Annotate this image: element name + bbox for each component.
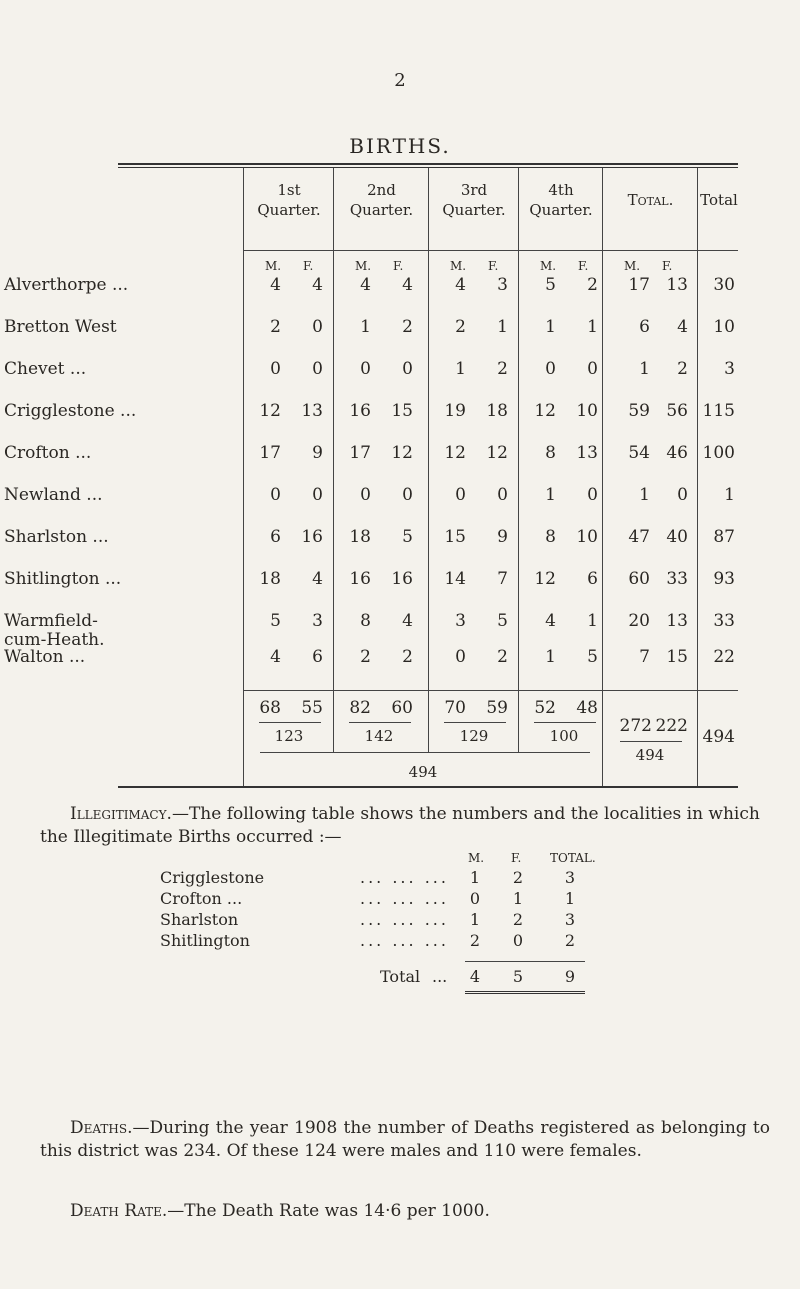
ill-female: 0: [512, 931, 524, 950]
leader-dots: ... ... ...: [360, 910, 449, 929]
col-divider: [602, 168, 603, 786]
total-all: 1: [724, 485, 735, 505]
death-rate-text: —The Death Rate was 14·6 per 1000.: [167, 1201, 490, 1221]
deaths-paragraph: [40, 1117, 770, 1163]
total-male: 60: [628, 569, 650, 589]
totals-rule: [243, 690, 738, 691]
total-female: 40: [666, 527, 688, 547]
illegitimacy-heading: Illegitimacy.: [70, 804, 172, 824]
female-count: 13: [301, 401, 323, 421]
locality-name-2: cum-Heath.: [4, 630, 105, 650]
header-total-mf: Total.: [627, 191, 674, 209]
male-count: 15: [444, 527, 466, 547]
death-rate-paragraph: [70, 1200, 770, 1223]
total-male: 1: [639, 359, 650, 379]
col-header-f: F.: [511, 851, 522, 865]
illegitimacy-intro: —The following table shows the numbers and the localities in which the Illegitimate Births occurred :—: [40, 804, 760, 847]
female-count: 4: [312, 569, 323, 589]
quarter-total-female: 48: [576, 698, 598, 718]
total-female: 33: [666, 569, 688, 589]
total-all: 10: [713, 317, 735, 337]
leader-dots: ...: [432, 967, 448, 986]
total-all: 33: [713, 611, 735, 631]
male-count: 1: [360, 317, 371, 337]
male-count: 2: [455, 317, 466, 337]
table-bottom-rule: [118, 786, 738, 788]
total-male: 17: [628, 275, 650, 295]
female-count: 2: [402, 647, 413, 667]
quarter-total-male: 70: [444, 698, 466, 718]
brace-line: [534, 718, 596, 723]
male-count: 8: [545, 527, 556, 547]
locality-name: Walton ...: [4, 647, 86, 667]
total-all: 100: [702, 443, 735, 463]
mf-label: M.: [624, 259, 641, 273]
female-count: 4: [312, 275, 323, 295]
brace-line: [260, 748, 590, 753]
female-count: 1: [587, 317, 598, 337]
col-header-total: TOTAL.: [550, 851, 596, 865]
brace-line: [444, 718, 506, 723]
illegitimacy-locality: Shitlington: [160, 931, 250, 950]
mf-label: M.: [265, 259, 282, 273]
header-q3: 3rd Quarter.: [442, 181, 506, 219]
illegitimacy-locality: Crofton ...: [160, 889, 243, 908]
col-divider: [697, 168, 698, 786]
mf-label: F.: [303, 259, 314, 273]
female-count: 3: [497, 275, 508, 295]
death-rate-heading: Death Rate.: [70, 1201, 168, 1221]
female-count: 15: [391, 401, 413, 421]
illegitimacy-locality: Crigglestone: [160, 868, 265, 887]
total-female: 2: [677, 359, 688, 379]
locality-name: Crigglestone ...: [4, 401, 137, 421]
leader-dots: ... ... ...: [360, 931, 449, 950]
quarter-total-female: 59: [486, 698, 508, 718]
female-count: 5: [587, 647, 598, 667]
table-top-rule: [118, 163, 738, 165]
locality-name: Bretton West: [4, 317, 117, 337]
locality-name: Warmfield-: [4, 611, 98, 631]
female-count: 2: [497, 359, 508, 379]
header-q1: 1st Quarter.: [257, 181, 321, 219]
quarters-grand-total: 494: [408, 763, 438, 781]
female-count: 12: [486, 443, 508, 463]
total-female: 13: [666, 611, 688, 631]
female-count: 0: [312, 485, 323, 505]
male-count: 18: [259, 569, 281, 589]
quarter-total-male: 52: [534, 698, 556, 718]
female-count: 2: [402, 317, 413, 337]
male-count: 0: [455, 647, 466, 667]
female-count: 0: [587, 485, 598, 505]
total-female: 13: [666, 275, 688, 295]
ill-total: 1: [564, 889, 576, 908]
quarter-total-male: 68: [259, 698, 281, 718]
locality-name: Sharlston ...: [4, 527, 109, 547]
grand-total-male: 272: [619, 716, 652, 736]
male-count: 0: [270, 359, 281, 379]
ill-female: 2: [512, 910, 524, 929]
header-total: Total: [700, 191, 738, 209]
male-count: 1: [545, 485, 556, 505]
total-all: 30: [713, 275, 735, 295]
female-count: 10: [576, 401, 598, 421]
mf-label: F.: [488, 259, 499, 273]
female-count: 6: [587, 569, 598, 589]
ill-total: 3: [564, 868, 576, 887]
total-male: 47: [628, 527, 650, 547]
total-rule: [465, 961, 585, 962]
male-count: 16: [349, 401, 371, 421]
mf-label: F.: [393, 259, 404, 273]
mf-label: M.: [355, 259, 372, 273]
ill-total-label: Total: [380, 967, 421, 986]
male-count: 2: [360, 647, 371, 667]
male-count: 12: [259, 401, 281, 421]
male-count: 1: [545, 647, 556, 667]
illegitimacy-locality: Sharlston: [160, 910, 239, 929]
female-count: 2: [587, 275, 598, 295]
col-header-m: M.: [468, 851, 485, 865]
male-count: 3: [455, 611, 466, 631]
male-count: 1: [455, 359, 466, 379]
mf-label: F.: [578, 259, 589, 273]
total-double-rule: [465, 991, 585, 994]
male-count: 0: [360, 359, 371, 379]
ill-male: 2: [469, 931, 481, 950]
ill-total-male: 4: [469, 967, 481, 986]
female-count: 0: [402, 359, 413, 379]
male-count: 12: [534, 569, 556, 589]
illegitimacy-paragraph: [40, 803, 770, 849]
header-q4: 4th Quarter.: [529, 181, 593, 219]
female-count: 16: [301, 527, 323, 547]
leader-dots: ... ... ...: [360, 868, 449, 887]
male-count: 4: [270, 275, 281, 295]
female-count: 9: [497, 527, 508, 547]
male-count: 4: [360, 275, 371, 295]
total-female: 15: [666, 647, 688, 667]
female-count: 0: [402, 485, 413, 505]
locality-name: Shitlington ...: [4, 569, 122, 589]
female-count: 16: [391, 569, 413, 589]
male-count: 0: [455, 485, 466, 505]
male-count: 5: [270, 611, 281, 631]
female-count: 7: [497, 569, 508, 589]
male-count: 16: [349, 569, 371, 589]
male-count: 4: [455, 275, 466, 295]
male-count: 8: [360, 611, 371, 631]
page-title: BIRTHS.: [349, 134, 451, 158]
ill-female: 1: [512, 889, 524, 908]
col-divider: [243, 168, 244, 786]
female-count: 4: [402, 611, 413, 631]
male-count: 0: [360, 485, 371, 505]
female-count: 12: [391, 443, 413, 463]
ill-male: 1: [469, 910, 481, 929]
female-count: 1: [587, 611, 598, 631]
female-count: 0: [312, 317, 323, 337]
female-count: 0: [587, 359, 598, 379]
header-q2: 2nd Quarter.: [349, 181, 414, 219]
male-count: 6: [270, 527, 281, 547]
ill-total: 3: [564, 910, 576, 929]
brace-line: [620, 737, 682, 742]
male-count: 19: [444, 401, 466, 421]
quarter-total: 100: [549, 727, 579, 745]
male-count: 14: [444, 569, 466, 589]
deaths-text: —During the year 1908 the number of Deaths registered as belonging to this district was 234. Of these 124 were males and 110 were females.: [40, 1118, 770, 1161]
total-male: 1: [639, 485, 650, 505]
locality-name: Newland ...: [4, 485, 103, 505]
total-all: 115: [702, 401, 735, 421]
male-count: 8: [545, 443, 556, 463]
male-count: 0: [545, 359, 556, 379]
total-male: 7: [639, 647, 650, 667]
deaths-heading: Deaths.: [70, 1118, 133, 1138]
grand-total-female: 222: [655, 716, 688, 736]
locality-name: Crofton ...: [4, 443, 92, 463]
total-all: 93: [713, 569, 735, 589]
ill-total-all: 9: [564, 967, 576, 986]
ill-total: 2: [564, 931, 576, 950]
quarter-total-female: 60: [391, 698, 413, 718]
male-count: 4: [545, 611, 556, 631]
total-all: 3: [724, 359, 735, 379]
quarter-total-female: 55: [301, 698, 323, 718]
female-count: 1: [497, 317, 508, 337]
total-all: 87: [713, 527, 735, 547]
total-female: 4: [677, 317, 688, 337]
female-count: 9: [312, 443, 323, 463]
total-all: 22: [713, 647, 735, 667]
mf-label: F.: [662, 259, 673, 273]
female-count: 5: [497, 611, 508, 631]
page-number: 2: [394, 70, 406, 91]
quarter-total: 129: [459, 727, 489, 745]
total-male: 6: [639, 317, 650, 337]
male-count: 12: [444, 443, 466, 463]
female-count: 5: [402, 527, 413, 547]
female-count: 2: [497, 647, 508, 667]
quarter-total-male: 82: [349, 698, 371, 718]
brace-line: [259, 718, 321, 723]
male-count: 4: [270, 647, 281, 667]
leader-dots: ... ... ...: [360, 889, 449, 908]
male-count: 1: [545, 317, 556, 337]
ill-male: 0: [469, 889, 481, 908]
mf-label: M.: [540, 259, 557, 273]
header-rule: [243, 250, 738, 251]
ill-female: 2: [512, 868, 524, 887]
total-male: 20: [628, 611, 650, 631]
female-count: 0: [497, 485, 508, 505]
female-count: 18: [486, 401, 508, 421]
mf-grand-total: 494: [635, 746, 665, 764]
total-female: 0: [677, 485, 688, 505]
mf-label: M.: [450, 259, 467, 273]
quarter-total: 142: [364, 727, 394, 745]
male-count: 0: [270, 485, 281, 505]
male-count: 12: [534, 401, 556, 421]
male-count: 17: [349, 443, 371, 463]
female-count: 3: [312, 611, 323, 631]
male-count: 17: [259, 443, 281, 463]
female-count: 13: [576, 443, 598, 463]
total-female: 56: [666, 401, 688, 421]
male-count: 5: [545, 275, 556, 295]
female-count: 4: [402, 275, 413, 295]
quarter-total: 123: [274, 727, 304, 745]
brace-line: [349, 718, 411, 723]
female-count: 0: [312, 359, 323, 379]
total-female: 46: [666, 443, 688, 463]
female-count: 6: [312, 647, 323, 667]
total-male: 54: [628, 443, 650, 463]
male-count: 2: [270, 317, 281, 337]
female-count: 10: [576, 527, 598, 547]
total-male: 59: [628, 401, 650, 421]
ill-male: 1: [469, 868, 481, 887]
locality-name: Alverthorpe ...: [4, 275, 129, 295]
grand-total: 494: [702, 727, 735, 747]
locality-name: Chevet ...: [4, 359, 87, 379]
ill-total-female: 5: [512, 967, 524, 986]
male-count: 18: [349, 527, 371, 547]
